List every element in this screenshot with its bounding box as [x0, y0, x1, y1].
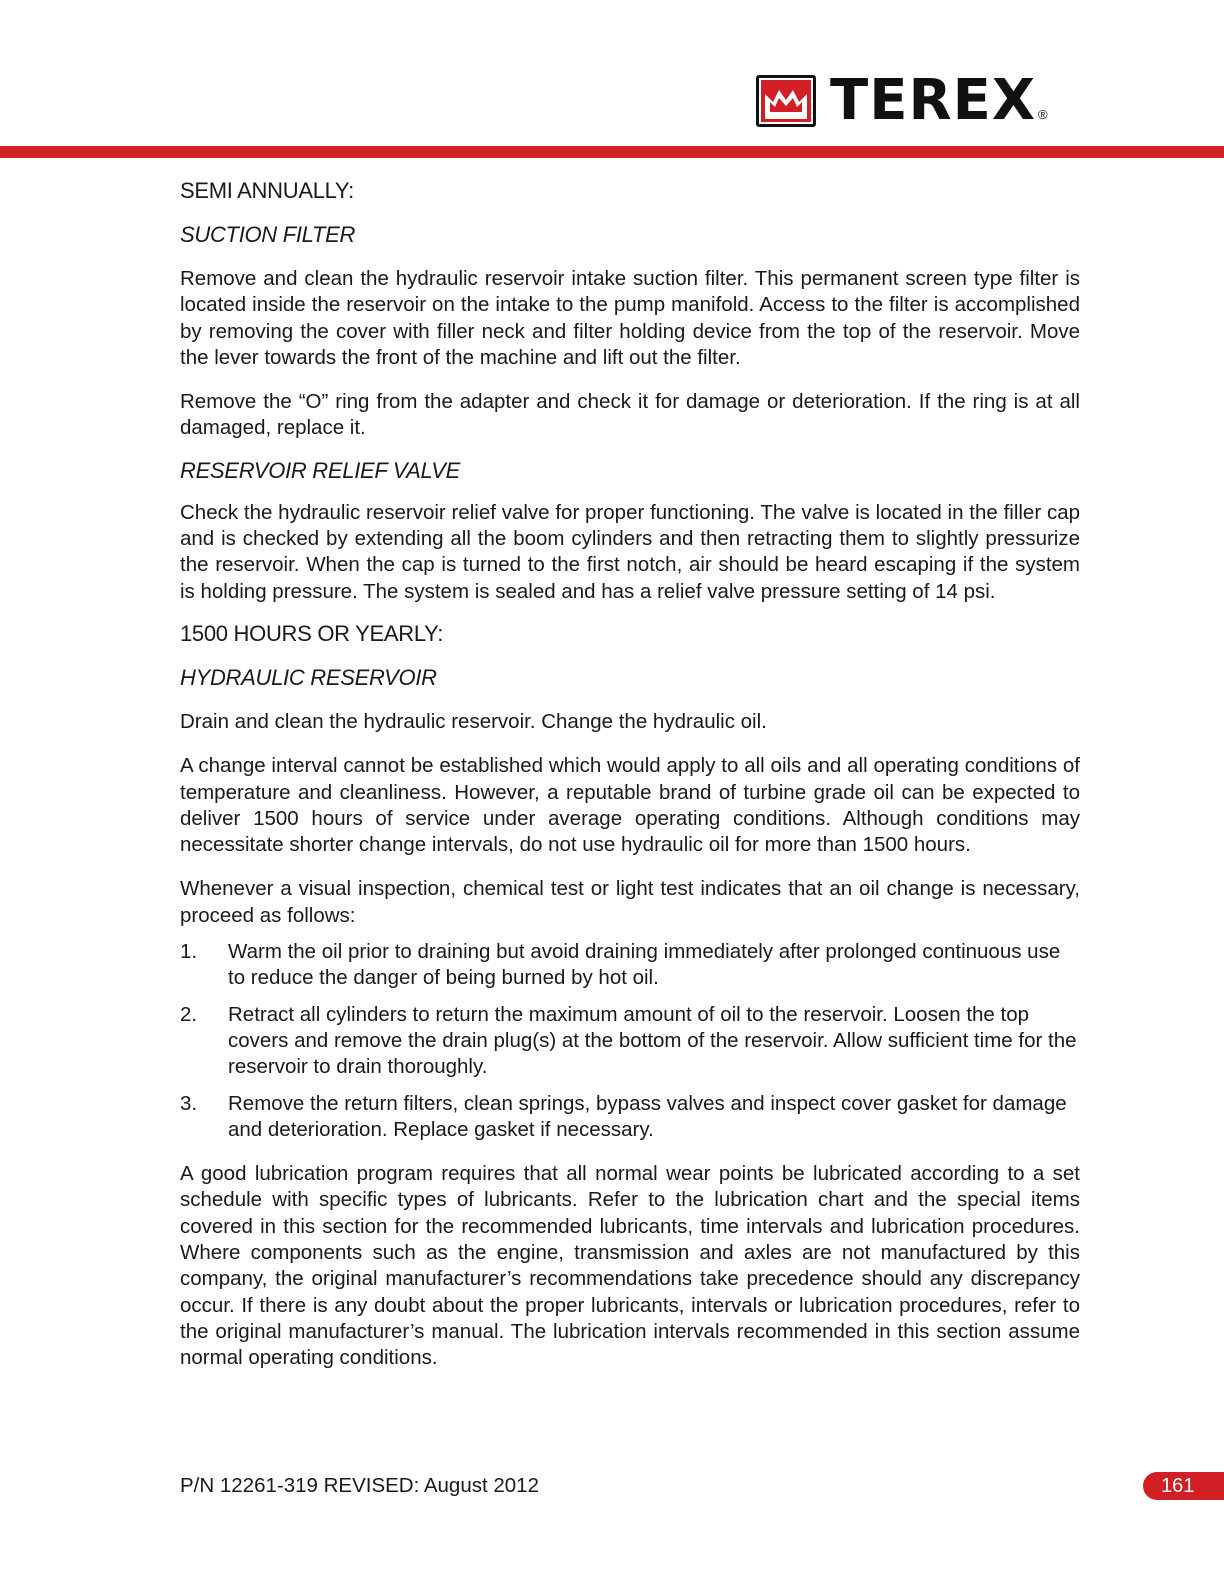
step-text: Retract all cylinders to return the maximum amount of oil to the reservoir. Loosen the top covers and remove the drain plug(s) at the bottom of the reservoir. Allow sufficient time for the reservoir to drain thoroughly. — [228, 1002, 1077, 1079]
step-number: 1. — [180, 940, 198, 964]
list-item — [180, 939, 1080, 992]
paragraph-reservoir-1: Drain and clean the hydraulic reservoir. Change the hydraulic oil. — [180, 709, 767, 733]
document-body — [180, 176, 1080, 1372]
header-red-rule — [0, 146, 1224, 158]
heading-semi-annually: SEMI ANNUALLY: — [180, 178, 354, 203]
subheading-reservoir-relief-valve: RESERVOIR RELIEF VALVE — [180, 457, 460, 483]
paragraph-relief-valve: Check the hydraulic reservoir relief valve for proper functioning. The valve is located in the filler cap and is checked by extending all the boom cylinders and then retracting them to slightly pressurize the reservoir. When the cap is turned to the first notch, air should be heard escaping if the system is holding pressure. The system is sealed and has a relief valve pressure setting of 14 psi. — [180, 500, 1080, 603]
footer-part-number: P/N 12261-319 REVISED: August 2012 — [180, 1474, 539, 1497]
paragraph-reservoir-3: Whenever a visual inspection, chemical test or light test indicates that an oil change is necessary, proceed as follows: — [180, 877, 1080, 927]
list-item — [180, 1002, 1080, 1081]
brand-logo — [756, 68, 1048, 133]
subheading-hydraulic-reservoir: HYDRAULIC RESERVOIR — [180, 664, 437, 690]
paragraph-suction-filter-2: Remove the “O” ring from the adapter and check it for damage or deterioration. If the ring is at all damaged, replace it. — [180, 390, 1080, 440]
step-text: Remove the return filters, clean springs, bypass valves and inspect cover gasket for damage and deterioration. Replace gasket if necessary. — [228, 1091, 1067, 1141]
step-number: 2. — [180, 1002, 198, 1026]
heading-yearly: 1500 HOURS OR YEARLY: — [180, 620, 444, 646]
registered-mark: ® — [1038, 107, 1048, 122]
step-number: 3. — [180, 1091, 198, 1115]
procedure-steps — [180, 939, 1080, 1143]
brand-wordmark: TEREX — [830, 68, 1037, 133]
paragraph-suction-filter-1: Remove and clean the hydraulic reservoir intake suction filter. This permanent screen type filter is located inside the reservoir on the intake to the pump manifold. Access to the filter is accomplished by removing the cover with filler neck and filter holding device from the top of the reservoir. Move the lever towards the front of the machine and lift out the filter. — [180, 267, 1080, 369]
paragraph-reservoir-2: A change interval cannot be established which would apply to all oils and all operating conditions of temperature and cleanliness. However, a reputable brand of turbine grade oil can be expected to deliver 1500 hours of service under average operating conditions. Although conditions may necessitate shorter change intervals, do not use hydraulic oil for more than 1500 hours. — [180, 754, 1080, 857]
page-number-badge: 161 — [1143, 1472, 1224, 1500]
paragraph-lubrication-program: A good lubrication program requires that all normal wear points be lubricated according to a set schedule with specific types of lubricants. Refer to the lubrication chart and the special items covered in this section for the recommended lubricants, time intervals and lubrication procedures. Where components such as the engine, transmission and axles are not manufactured by this company, the original manufacturer’s recommendations take precedence should any discrepancy occur. If there is any doubt about the proper lubricants, intervals or lubrication procedures, refer to the original manufacturer’s manual. The lubrication intervals recommended in this section assume normal operating conditions. — [180, 1162, 1080, 1370]
crown-emblem — [761, 80, 811, 122]
list-item — [180, 1091, 1080, 1144]
step-text: Warm the oil prior to draining but avoid draining immediately after prolonged continuous use to reduce the danger of being burned by hot oil. — [228, 940, 1061, 990]
terex-crown-icon — [756, 75, 816, 127]
subheading-suction-filter: SUCTION FILTER — [180, 222, 356, 247]
